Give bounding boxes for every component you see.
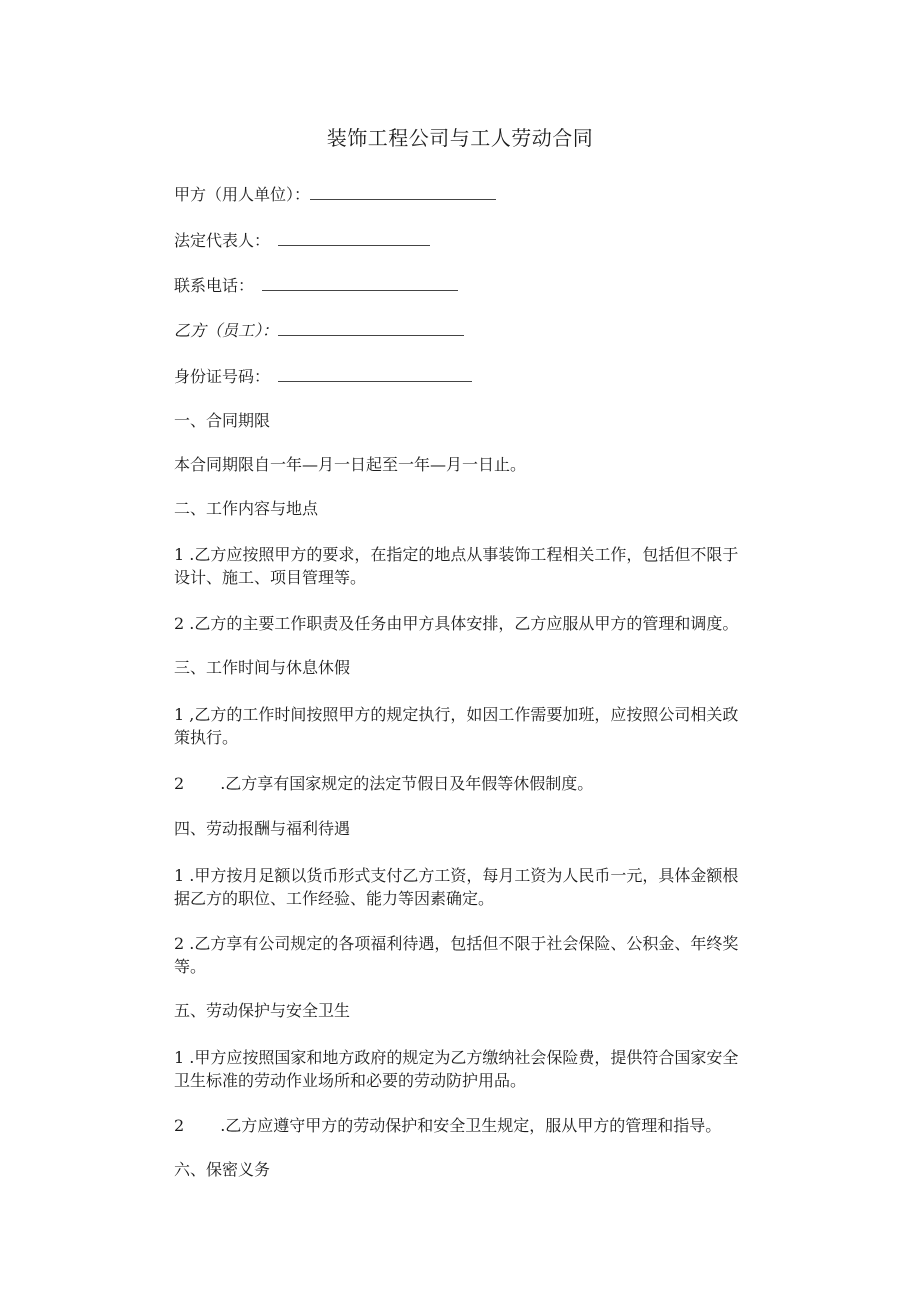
section-4-item-2-line-1: 2 .乙方享有公司规定的各项福利待遇，包括但不限于社会保险、公积金、年终奖 <box>174 934 739 953</box>
section-5-heading: 五、劳动保护与安全卫生 <box>174 1001 351 1020</box>
section-5-item-2 <box>174 1114 721 1137</box>
section-3-item-2 <box>174 772 593 795</box>
section-3-heading: 三、工作时间与休息休假 <box>174 658 351 677</box>
section-5-item-2-number: 2 <box>174 1116 185 1135</box>
section-2-item-2: 2 .乙方的主要工作职责及任务由甲方具体安排，乙方应服从甲方的管理和调度。 <box>174 614 739 633</box>
section-5-item-2-text: .乙方应遵守甲方的劳动保护和安全卫生规定，服从甲方的管理和指导。 <box>220 1116 722 1135</box>
party-b-field <box>174 320 464 342</box>
id-number-label: 身份证号码： <box>174 367 271 386</box>
document-title: 装饰工程公司与工人劳动合同 <box>326 126 594 150</box>
section-3-item-1-line-1: 1 ,乙方的工作时间按照甲方的规定执行，如因工作需要加班，应按照公司相关政 <box>174 705 739 724</box>
phone-field <box>174 275 458 297</box>
legal-rep-field <box>174 230 430 252</box>
legal-rep-blank[interactable] <box>278 230 430 246</box>
section-3-item-2-number: 2 <box>174 774 185 793</box>
legal-rep-label: 法定代表人： <box>174 231 271 250</box>
section-2-item-1-line-2: 设计、施工、项目管理等。 <box>174 568 367 587</box>
section-4-heading: 四、劳动报酬与福利待遇 <box>174 819 351 838</box>
id-number-field <box>174 366 472 388</box>
party-b-label: 乙方（员工）： <box>174 321 279 340</box>
section-6-heading: 六、保密义务 <box>174 1160 271 1179</box>
section-1-text: 本合同期限自一年—月一日起至一年—月一日止。 <box>174 455 527 474</box>
id-number-blank[interactable] <box>278 366 472 382</box>
phone-blank[interactable] <box>262 275 458 291</box>
section-3-item-2-text: .乙方享有国家规定的法定节假日及年假等休假制度。 <box>220 774 594 793</box>
party-b-blank[interactable] <box>278 320 464 336</box>
section-4-item-2-line-2: 等。 <box>174 957 207 976</box>
party-a-label: 甲方（用人单位）： <box>174 185 311 204</box>
section-3-item-1-line-2: 策执行。 <box>174 728 239 747</box>
section-2-item-1-line-1: 1 .乙方应按照甲方的要求，在指定的地点从事装饰工程相关工作，包括但不限于 <box>174 545 739 564</box>
party-a-field <box>174 184 496 206</box>
section-1-heading: 一、合同期限 <box>174 411 271 430</box>
section-5-item-1-line-1: 1 .甲方应按照国家和地方政府的规定为乙方缴纳社会保险费，提供符合国家安全 <box>174 1048 739 1067</box>
section-5-item-1-line-2: 卫生标准的劳动作业场所和必要的劳动防护用品。 <box>174 1071 527 1090</box>
section-4-item-1-line-2: 据乙方的职位、工作经验、能力等因素确定。 <box>174 889 495 908</box>
phone-label: 联系电话： <box>174 276 255 295</box>
party-a-blank[interactable] <box>310 184 496 200</box>
section-4-item-1-line-1: 1 .甲方按月足额以货币形式支付乙方工资，每月工资为人民币一元，具体金额根 <box>174 866 739 885</box>
section-2-heading: 二、工作内容与地点 <box>174 499 319 518</box>
